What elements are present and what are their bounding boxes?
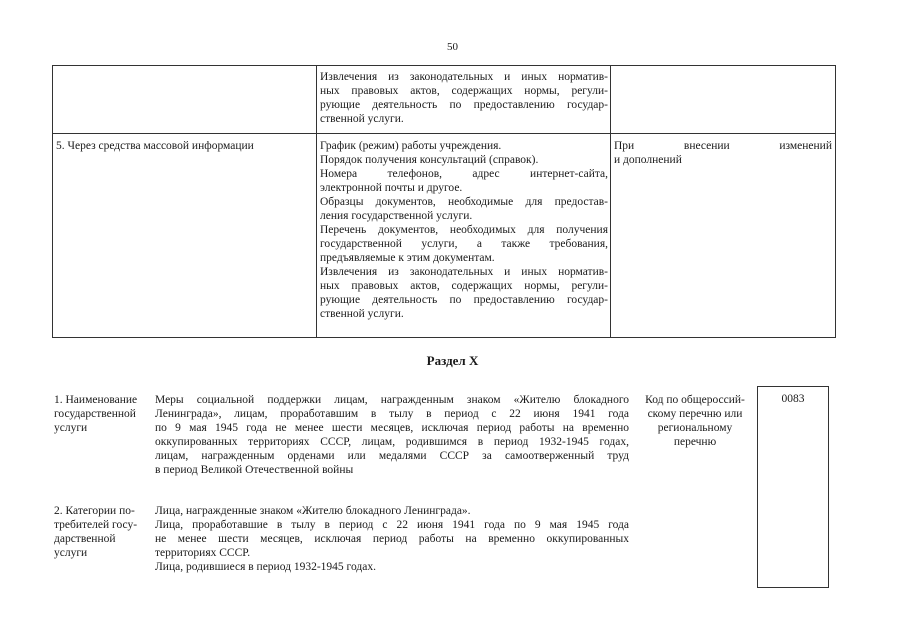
text-line: ных правовых актов, содержащих нормы, регули- bbox=[320, 85, 608, 97]
text-line: 1. Наименование bbox=[54, 394, 138, 406]
table-bottom-border bbox=[52, 337, 836, 338]
text-line: ных правовых актов, содержащих нормы, регули- bbox=[320, 280, 608, 292]
categories-label bbox=[54, 504, 154, 560]
row2-frequency-cell bbox=[614, 139, 832, 167]
text-line: График (режим) работы учреждения. bbox=[320, 140, 502, 152]
text-line: государственной услуги, а также требования, bbox=[320, 238, 608, 250]
table-row-divider bbox=[52, 133, 836, 134]
text-line: услуги bbox=[54, 547, 88, 559]
text-line: Ленинграда», лицам, проработавшим в тылу в период с 22 июня 1941 года bbox=[155, 408, 629, 420]
text-line: Номера телефонов, адрес интернет-сайта, bbox=[320, 168, 608, 180]
text-line: Порядок получения консультаций (справок). bbox=[320, 154, 539, 166]
text-line: перечню bbox=[673, 436, 717, 448]
table-right-border bbox=[835, 65, 836, 337]
text-line: региональному bbox=[657, 422, 733, 434]
text-line: 2. Категории по- bbox=[54, 505, 135, 517]
text-line: по 9 мая 1945 года не менее шести месяцев, исключая период работы на временно bbox=[155, 422, 629, 434]
service-name-value bbox=[155, 393, 629, 477]
service-name-label bbox=[54, 393, 154, 435]
text-line: скому перечню или bbox=[647, 408, 743, 420]
text-line: Лица, проработавшие в тылу в период с 22 июня 1941 года по 9 мая 1945 года bbox=[155, 519, 629, 531]
text-line: Перечень документов, необходимых для получения bbox=[320, 224, 608, 236]
row2-info-cell bbox=[320, 139, 608, 321]
section-heading: Раздел X bbox=[426, 353, 479, 368]
text-line: Образцы документов, необходимые для предостав- bbox=[320, 196, 608, 208]
text-line: и дополнений bbox=[614, 154, 682, 166]
text-line: Извлечения из законодательных и иных норматив- bbox=[320, 266, 608, 278]
text-line: рующие деятельность по предоставлению государ- bbox=[320, 294, 608, 306]
registry-code-value: 0083 bbox=[781, 393, 805, 405]
text-line: Извлечения из законодательных и иных норматив- bbox=[320, 71, 608, 83]
text-line: государственной bbox=[54, 408, 136, 420]
registry-code-box bbox=[757, 386, 829, 588]
text-line: в период Великой Отечественной войны bbox=[155, 464, 354, 476]
text-line: не менее шести месяцев, исключая период работы на временно оккупированных bbox=[155, 533, 629, 545]
text-line: услуги bbox=[54, 422, 88, 434]
text-line: При внесении изменений bbox=[614, 140, 832, 152]
text-line: требителей госу- bbox=[54, 519, 138, 531]
text-line: электронной почты и другое. bbox=[320, 182, 463, 194]
table-left-border bbox=[52, 65, 53, 337]
text-line: лицам, награжденным орденами или медалями СССР за самоотверженный труд bbox=[155, 450, 629, 462]
row2-method-cell: 5. Через средства массовой информации bbox=[56, 140, 254, 152]
text-line: рующие деятельность по предоставлению государ- bbox=[320, 99, 608, 111]
text-line: ления государственной услуги. bbox=[320, 210, 473, 222]
text-line: ственной услуги. bbox=[320, 308, 404, 320]
table-column-divider bbox=[610, 65, 611, 337]
table-column-divider bbox=[316, 65, 317, 337]
text-line: Меры социальной поддержки лицам, награжденным знаком «Жителю блокадного bbox=[155, 394, 629, 406]
text-line: оккупированных территориях СССР, лицам, родившимся в период 1932-1945 годах, bbox=[155, 436, 629, 448]
text-line: ственной услуги. bbox=[320, 113, 404, 125]
text-line: Лица, родившиеся в период 1932-1945 годах. bbox=[155, 561, 376, 573]
text-line: дарственной bbox=[54, 533, 116, 545]
registry-code-label bbox=[633, 393, 757, 449]
text-line: территориях СССР. bbox=[155, 547, 251, 559]
text-line: Код по общероссий- bbox=[645, 394, 745, 406]
table-top-border bbox=[52, 65, 836, 66]
page-number: 50 bbox=[447, 41, 458, 53]
text-line: Лица, награжденные знаком «Жителю блокадного Ленинграда». bbox=[155, 505, 471, 517]
row1-info-cell bbox=[320, 70, 608, 126]
text-line: предъявляемые к этим документам. bbox=[320, 252, 495, 264]
categories-value bbox=[155, 504, 629, 574]
